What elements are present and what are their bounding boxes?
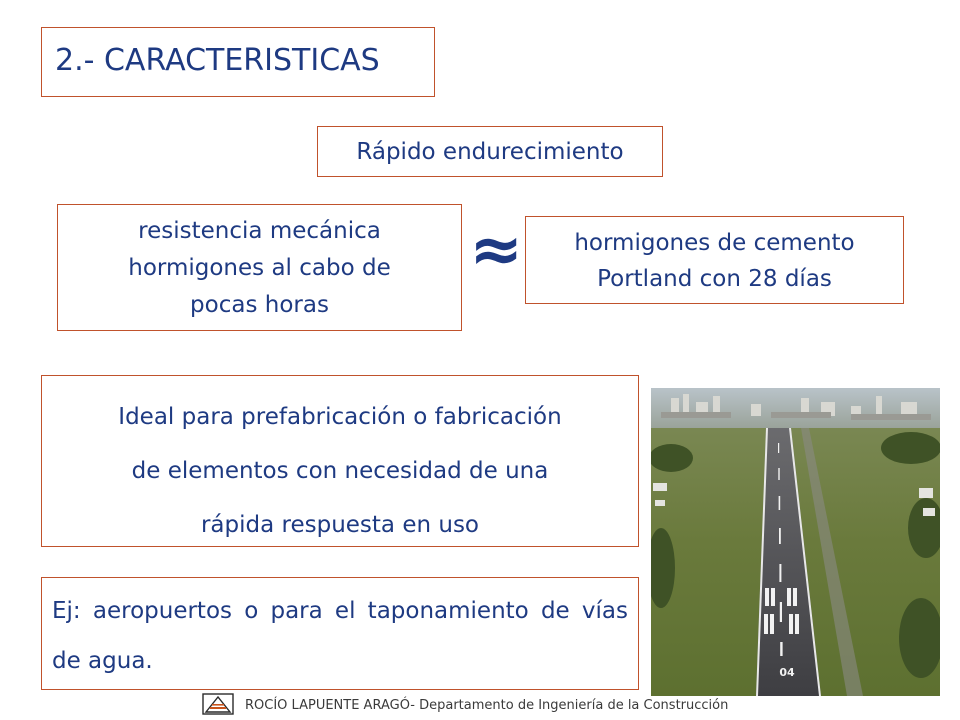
mechanical-strength-text	[64, 213, 455, 324]
footer	[200, 692, 820, 718]
text-line: hormigones al cabo de	[128, 255, 391, 281]
footer-credit: ROCÍO LAPUENTE ARAGÓ- Departamento de Ingeniería de la Construcción	[245, 698, 729, 713]
approx-equal-icon: ≈	[469, 213, 523, 287]
text-line: rápida respuesta en uso	[200, 512, 480, 538]
subtitle-box	[317, 126, 663, 177]
portland-comparison-box	[525, 216, 904, 304]
runway-photo	[651, 388, 940, 696]
text-line: hormigones de cemento	[574, 230, 855, 256]
text-line: resistencia mecánica	[138, 218, 381, 244]
slide-title: 2.- CARACTERISTICAS	[55, 43, 380, 78]
subtitle: Rápido endurecimiento	[356, 139, 624, 165]
university-logo-icon	[200, 692, 240, 718]
mechanical-strength-box	[57, 204, 462, 331]
text-line: de elementos con necesidad de una	[131, 458, 549, 484]
text-line: Portland con 28 días	[597, 266, 832, 292]
ideal-use-box	[41, 375, 639, 547]
portland-comparison-text	[530, 225, 899, 297]
runway-number: 04	[779, 666, 795, 679]
text-line: Ideal para prefabricación o fabricación	[118, 404, 562, 430]
example-text: Ej: aeropuertos o para el taponamiento de vías de agua.	[52, 598, 628, 674]
text-line: pocas horas	[190, 292, 329, 318]
ideal-use-text	[52, 390, 628, 552]
title-box	[41, 27, 435, 97]
example-box	[41, 577, 639, 690]
